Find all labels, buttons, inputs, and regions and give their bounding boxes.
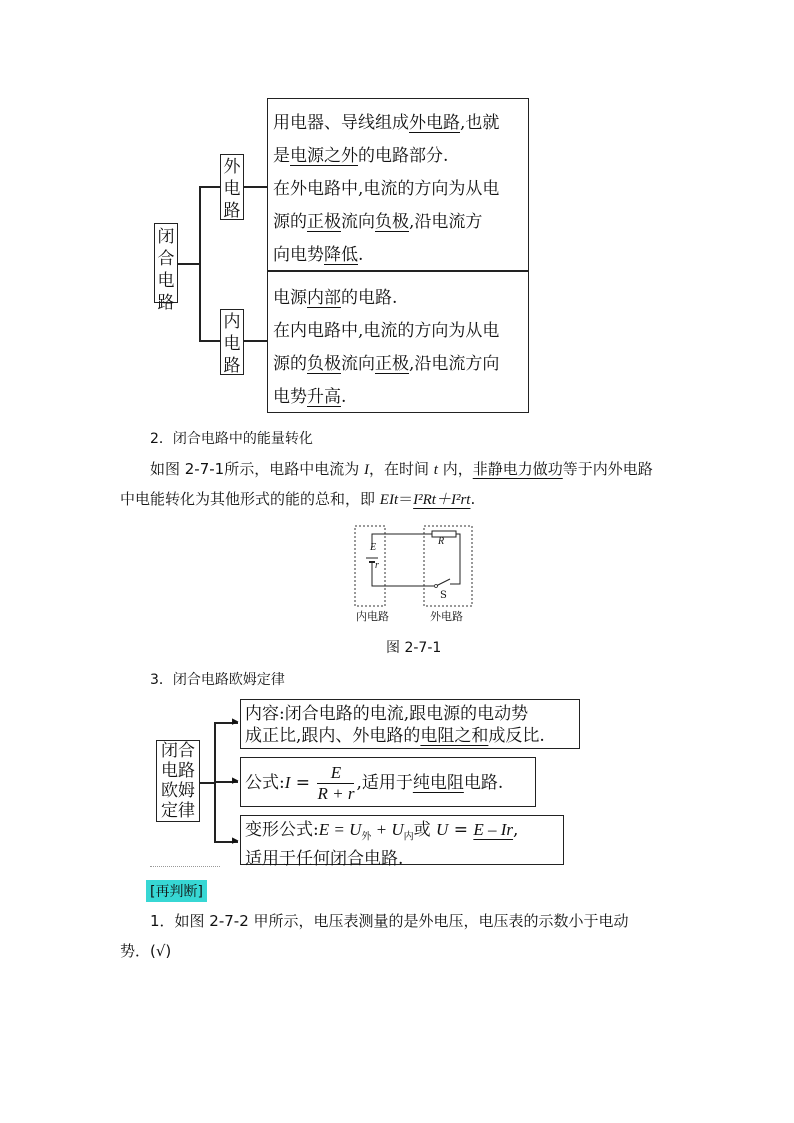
switch-contact [435, 585, 438, 588]
energy-paragraph-line2: 中电能转化为其他形式的能的总和，即 EIt＝I²Rt＋I²rt. [120, 490, 476, 508]
fig-label-S: S [440, 590, 447, 601]
ohms-law-content-box: 内容:闭合电路的电流,跟电源的电动势 成正比,跟内、外电路的电阻之和成反比. [240, 699, 580, 749]
ohms-law-formula-box: 公式:I = $\frac{E}{R + r}$ ,适用于纯电阻电路. [240, 757, 536, 807]
connector [244, 340, 268, 342]
arrow-icon: ▸ [232, 714, 239, 729]
divider [150, 866, 220, 867]
inner-circuit-dashed-box [355, 526, 385, 606]
arrow-icon: ▸ [232, 833, 239, 848]
connector [200, 782, 214, 784]
ohms-law-label: 闭合 电路 欧姆 定律 [156, 740, 200, 822]
question-1-line2: 势．(√) [120, 942, 172, 960]
fig-label-r: r [375, 560, 379, 571]
energy-paragraph: 如图 2-7-1所示，电路中电流为 I，在时间 t 内，非静电力做功等于内外电路 [150, 460, 653, 478]
outer-circuit-dashed-box [424, 526, 472, 606]
arrow-icon: ▸ [232, 773, 239, 788]
formula-fraction: $\frac{E}{R + r}$ [317, 763, 355, 803]
closed-circuit-label: 闭 合 电 路 [154, 223, 178, 303]
section-heading: 2．闭合电路中的能量转化 [150, 431, 313, 447]
fig-label-R: R [438, 536, 445, 547]
fig-label-outer: 外电路 [430, 610, 463, 623]
fig-label-E: E [370, 542, 377, 553]
fig-label-inner: 内电路 [356, 610, 389, 623]
connector [199, 186, 201, 341]
connector [199, 186, 220, 188]
connector [178, 263, 200, 265]
outer-circuit-label: 外 电 路 [220, 154, 244, 220]
inner-circuit-description: 电源内部的电路. 在内电路中,电流的方向为从电 源的负极流向正极,沿电流方向 电势升高. [267, 271, 529, 413]
ohms-law-variant-box: 变形公式:E = $U_外 + U_内$或 U = E – Ir, 适用于任何闭合电路. [240, 815, 564, 865]
question-1: 1．如图 2-7-2 甲所示，电压表测量的是外电压，电压表的示数小于电动 [150, 912, 629, 930]
connector [199, 340, 220, 342]
figure-caption: 图 2-7-1 [386, 640, 442, 656]
connector [244, 186, 268, 188]
rejudge-badge: [再判断] [146, 880, 207, 902]
inner-circuit-label: 内 电 路 [220, 309, 244, 375]
outer-circuit-description: 用电器、导线组成外电路,也就 是电源之外的电路部分. 在外电路中,电流的方向为从电 源的正极流向负极,沿电流方 向电势降低. [267, 98, 529, 272]
section-heading: 3．闭合电路欧姆定律 [150, 672, 285, 688]
switch-icon [436, 579, 450, 586]
